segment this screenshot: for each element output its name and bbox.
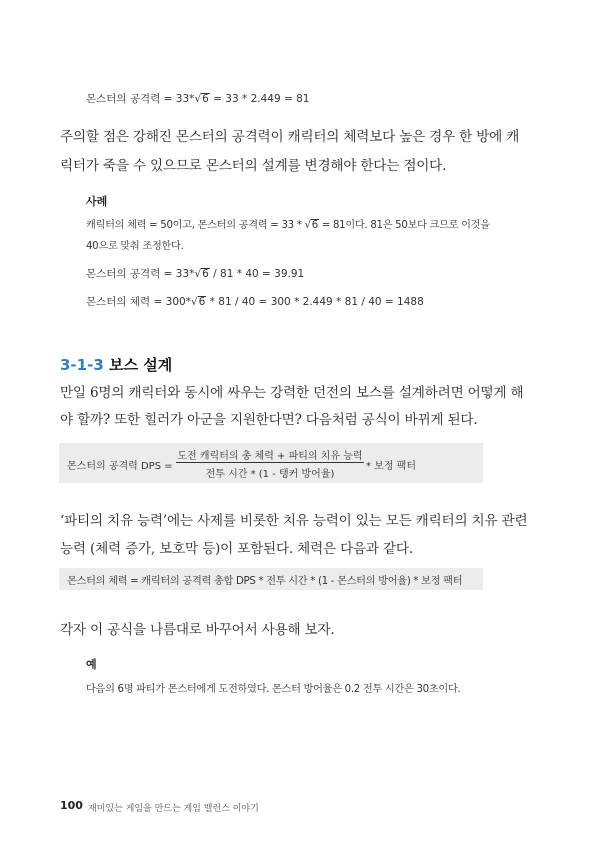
sqrt-sign: √: [194, 268, 202, 280]
fraction-numerator: 도전 캐릭터의 총 체력 + 파티의 치유 능력: [177, 451, 363, 462]
fraction-rhs: * 보정 팩터: [366, 461, 416, 472]
paragraph-line: 릭터가 죽을 수 있으므로 몬스터의 설계를 변경해야 한다는 점이다.: [60, 158, 447, 174]
formula-text: = 33 * 2.449 = 81: [209, 93, 310, 105]
formula-attack: [86, 91, 309, 106]
example-heading: 예: [86, 658, 97, 671]
running-title: 재미있는 게임을 만드는 게임 밸런스 이야기: [88, 804, 259, 814]
sqrt-radicand: 6: [202, 268, 209, 280]
page-number: 100: [60, 799, 83, 812]
formula-text: / 81 * 40 = 39.91: [209, 268, 305, 280]
formula-text: 몬스터의 체력 = 300*: [86, 296, 191, 308]
formula-attack-adjusted: [86, 266, 304, 281]
paragraph-line: 각자 이 공식을 나름대로 바꾸어서 사용해 보자.: [60, 622, 335, 638]
sqrt-sign: √: [304, 220, 311, 231]
sqrt-radicand: 6: [202, 93, 209, 105]
formula-box-health: [59, 568, 483, 590]
sqrt-sign: √: [190, 296, 198, 308]
paragraph-line: 야 할까? 또한 힐러가 아군을 지원한다면? 다음처럼 공식이 바뀌게 된다.: [60, 412, 478, 428]
paragraph-line: 주의할 점은 강해진 몬스터의 공격력이 캐릭터의 체력보다 높은 경우 한 방에 캐: [60, 129, 520, 145]
fraction-bar: [176, 462, 364, 463]
formula-health: [86, 294, 424, 309]
example-line: [86, 216, 490, 231]
formula-text: 몬스터의 공격력 = 33*: [86, 93, 195, 105]
sqrt-radicand: 6: [311, 220, 318, 231]
formula-text: 몬스터의 체력 = 캐릭터의 공격력 총합 DPS * 전투 시간 * (1 - 몬스터의 방어율) * 보정 팩터: [67, 576, 463, 587]
sqrt-radicand: 6: [198, 296, 206, 308]
fraction-denominator: 전투 시간 * (1 - 탱커 방어율): [205, 469, 335, 480]
example-line: 40으로 맞춰 조정한다.: [86, 241, 184, 252]
formula-text: 몬스터의 공격력 = 33*: [86, 268, 195, 280]
section-number: 3-1-3: [60, 356, 104, 374]
fraction-lhs: 몬스터의 공격력 DPS =: [67, 461, 173, 472]
example-line: 다음의 6명 파티가 몬스터에게 도전하였다. 몬스터 방어율은 0.2 전투 시간은 30초이다.: [86, 684, 461, 695]
sqrt-sign: √: [194, 93, 202, 105]
example-text: = 81이다. 81은 50보다 크므로 이것을: [318, 220, 490, 231]
paragraph-line: 능력 (체력 증가, 보호막 등)이 포함된다. 체력은 다음과 같다.: [60, 541, 413, 557]
example-heading: 사례: [86, 195, 108, 208]
paragraph-line: 만일 6명의 캐릭터와 동시에 싸우는 강력한 던전의 보스를 설계하려면 어떻게 해: [60, 385, 524, 401]
paragraph-line: ‘파티의 치유 능력’에는 사제를 비롯한 치유 능력이 있는 모든 캐릭터의 치유 관련: [60, 513, 528, 529]
section-title: 보스 설계: [109, 356, 173, 374]
section-heading: [60, 354, 172, 375]
example-text: 캐릭터의 체력 = 50이고, 몬스터의 공격력 = 33 *: [86, 220, 305, 231]
formula-box-attack-dps: [59, 443, 483, 483]
formula-text: * 81 / 40 = 300 * 2.449 * 81 / 40 = 1488: [206, 296, 424, 308]
